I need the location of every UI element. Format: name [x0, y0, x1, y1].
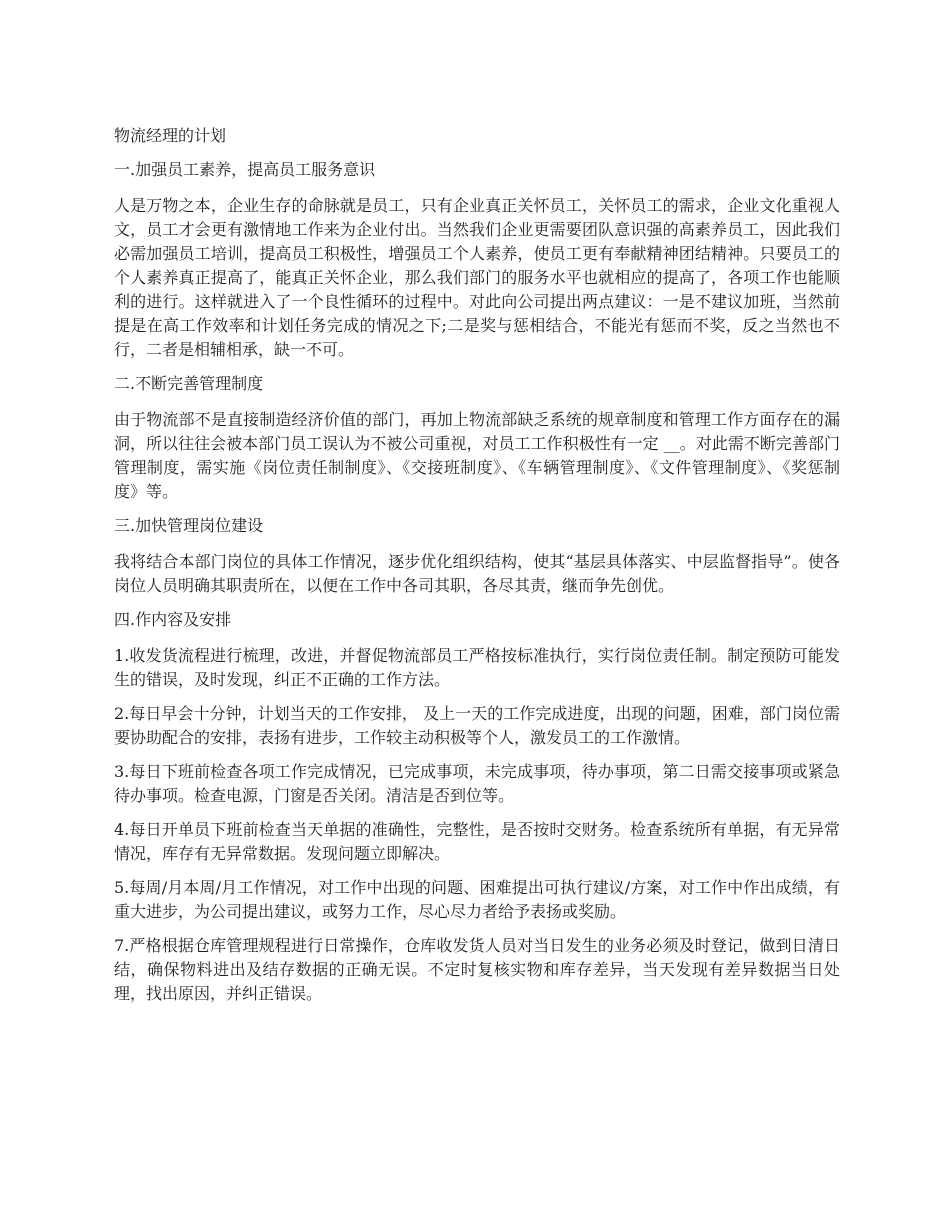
section-heading-3: 三.加快管理岗位建设	[114, 516, 264, 535]
list-item: 3.每日下班前检查各项工作完成情况，已完成事项，未完成事项，待办事项，第二日需交接事项或紧急待办事项。检查电源，门窗是否关闭。清洁是否到位等。	[114, 762, 840, 805]
list-item: 7.严格根据仓库管理规程进行日常操作，仓库收发货人员对当日发生的业务必须及时登记，做到日清日结，确保物料进出及结存数据的正确无误。不定时复核实物和库存差异，当天发现有差异数据当日处理，找出原因，并纠正错误。	[114, 936, 840, 1003]
section-body-1: 人是万物之本，企业生存的命脉就是员工，只有企业真正关怀员工，关怀员工的需求，企业文化重视人文，员工才会更有激情地工作来为企业付出。当然我们企业更需要团队意识强的高素养员工，因此我们必需加强员工培训，提高员工积极性，增强员工个人素养，使员工更有奉献精神团结精神。只要员工的个人素养真正提高了，能真正关怀企业，那么我们部门的服务水平也就相应的提高了，各项工作也能顺利的进行。这样就进入了一个良性循环的过程中。对此向公司提出两点建议：一是不建议加班，当然前提是在高工作效率和计划任务完成的情况之下;二是奖与惩相结合，不能光有惩而不奖，反之当然也不行，二者是相辅相承，缺一不可。	[114, 196, 840, 359]
section-heading-4: 四.作内容及安排	[114, 610, 232, 629]
document-title: 物流经理的计划	[114, 126, 227, 145]
list-item: 1.收发货流程进行梳理，改进，并督促物流部员工严格按标准执行，实行岗位责任制。制定预防可能发生的错误，及时发现，纠正不正确的工作方法。	[114, 646, 840, 689]
list-item: 2.每日早会十分钟，计划当天的工作安排， 及上一天的工作完成进度，出现的问题，困难，部门岗位需要协助配合的安排，表扬有进步，工作较主动积极等个人，激发员工的工作激情。	[114, 704, 840, 747]
list-item: 5.每周/月本周/月工作情况，对工作中出现的问题、困难提出可执行建议/方案，对工作中作出成绩，有重大进步，为公司提出建议，或努力工作，尽心尽力者给予表扬或奖励。	[114, 878, 840, 921]
section-heading-1: 一.加强员工素养，提高员工服务意识	[114, 160, 376, 179]
section-body-2: 由于物流部不是直接制造经济价值的部门，再加上物流部缺乏系统的规章制度和管理工作方面存在的漏洞，所以往往会被本部门员工误认为不被公司重视，对员工工作积极性有一定 __。对此需不断完善部门管理制度，需实施《岗位责任制制度》、《交接班制度》、《车辆管理制度》、《文件管理制度》、《奖惩制度》等。	[114, 410, 840, 501]
section-heading-2: 二.不断完善管理制度	[114, 374, 264, 393]
section-body-3: 我将结合本部门岗位的具体工作情况，逐步优化组织结构，使其“基层具体落实、中层监督指导”。使各岗位人员明确其职责所在，以便在工作中各司其职，各尽其责，继而争先创优。	[114, 552, 840, 595]
list-item: 4.每日开单员下班前检查当天单据的准确性，完整性，是否按时交财务。检查系统所有单据，有无异常情况，库存有无异常数据。发现问题立即解决。	[114, 820, 840, 863]
document-page	[114, 124, 840, 1016]
